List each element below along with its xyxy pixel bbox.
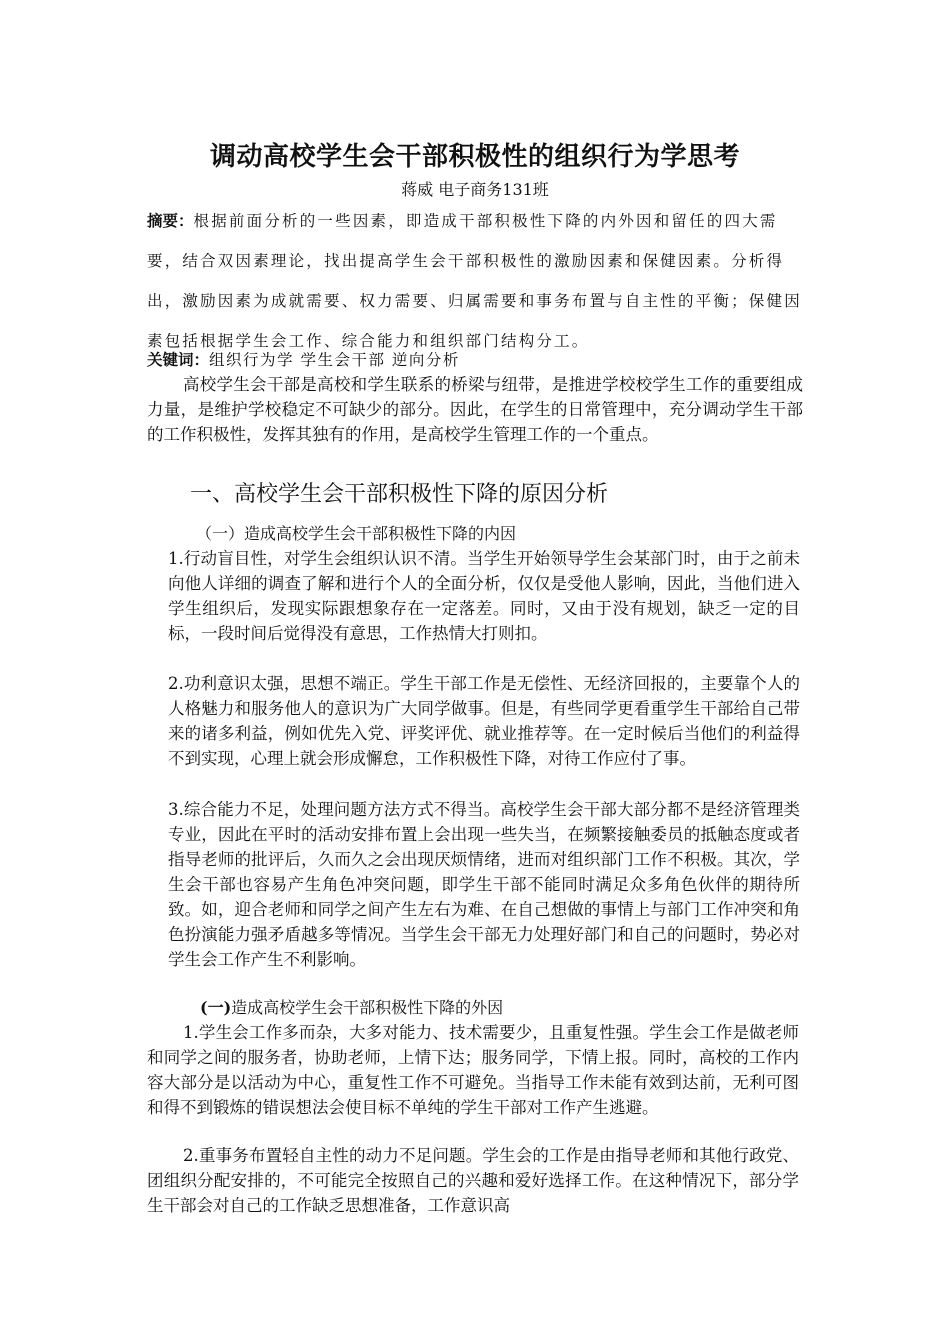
external-item-2: 2.重事务布置轻自主性的动力不足问题。学生会的工作是由指导老师和其他行政党、团组织分配安排的，不可能完全按照自己的兴趣和爱好选择工作。在这种情况下，部分学生干部会对自己的工作缺乏思想准备，工作意识高 <box>147 1146 799 1215</box>
abstract-label: 摘要： <box>147 212 194 230</box>
subsection-heading-internal: （一）造成高校学生会干部积极性下降的内因 <box>196 524 517 543</box>
abstract-text: 根据前面分析的一些因素，即造成干部积极性下降的内外因和留任的四大需要，结合双因素理论，找出提高学生会干部积极性的激励因素和保健因素。分析得出，激励因素为成就需要、权力需要、归属需要和事务布置与自主性的平衡；保健因素包括根据学生会工作、综合能力和组织部门结构分工。 <box>147 212 802 350</box>
subsection-heading-external-prefix: (一) <box>200 998 232 1017</box>
keywords-text: 组织行为学 学生会干部 逆向分析 <box>209 351 460 369</box>
document-title: 调动高校学生会干部积极性的组织行为学思考 <box>209 142 740 172</box>
author-line: 蒋威 电子商务131班 <box>401 180 549 199</box>
keywords-label: 关键词： <box>147 351 210 369</box>
intro-paragraph: 高校学生会干部是高校和学生联系的桥梁与纽带，是推进学校校学生工作的重要组成力量，是维护学校稳定不可缺少的部分。因此，在学生的日常管理中，充分调动学生干部的工作积极性，发挥其独有的作用，是高校学生管理工作的一个重点。 <box>147 375 803 444</box>
abstract <box>147 201 807 361</box>
subsection-heading-external <box>200 996 503 1020</box>
keywords <box>147 348 807 372</box>
internal-item-1: 1.行动盲目性，对学生会组织认识不清。当学生开始领导学生会某部门时，由于之前未向他人详细的调查了解和进行个人的全面分析，仅仅是受他人影响，因此，当他们进入学生组织后，发现实际跟想象存在一定落差。同时，又由于没有规划，缺乏一定的目标，一段时间后觉得没有意思，工作热情大打则扣。 <box>168 549 800 643</box>
internal-item-2: 2.功利意识太强，思想不端正。学生干部工作是无偿性、无经济回报的，主要靠个人的人格魅力和服务他人的意识为广大同学做事。但是，有些同学更看重学生干部给自己带来的诸多利益，例如优先入党、评奖评优、就业推荐等。在一定时候后当他们的利益得不到实现，心理上就会形成懈怠，工作积极性下降，对待工作应付了事。 <box>168 674 800 768</box>
section-heading: 一、高校学生会干部积极性下降的原因分析 <box>190 482 609 507</box>
subsection-heading-external-text: 造成高校学生会干部积极性下降的外因 <box>231 998 504 1017</box>
external-item-1: 1.学生会工作多而杂，大多对能力、技术需要少，且重复性强。学生会工作是做老师和同学之间的服务者，协助老师，上情下达；服务同学，下情上报。同时，高校的工作内容大部分是以活动为中心，重复性工作不可避免。当指导工作未能有效到达前，无利可图和得不到锻炼的错误想法会使目标不单纯的学生干部对工作产生逃避。 <box>147 1023 799 1117</box>
internal-item-3: 3.综合能力不足，处理问题方法方式不得当。高校学生会干部大部分都不是经济管理类专业，因此在平时的活动安排布置上会出现一些失当，在频繁接触委员的抵触态度或者指导老师的批评后，久而久之会出现厌烦情绪，进而对组织部门工作不积极。其次，学生会干部也容易产生角色冲突问题，即学生干部不能同时满足众多角色伙伴的期待所致。如，迎合老师和同学之间产生左右为难、在自己想做的事情上与部门工作冲突和角色扮演能力强矛盾越多等情况。当学生会干部无力处理好部门和自己的问题时，势必对学生会工作产生不利影响。 <box>168 800 800 969</box>
